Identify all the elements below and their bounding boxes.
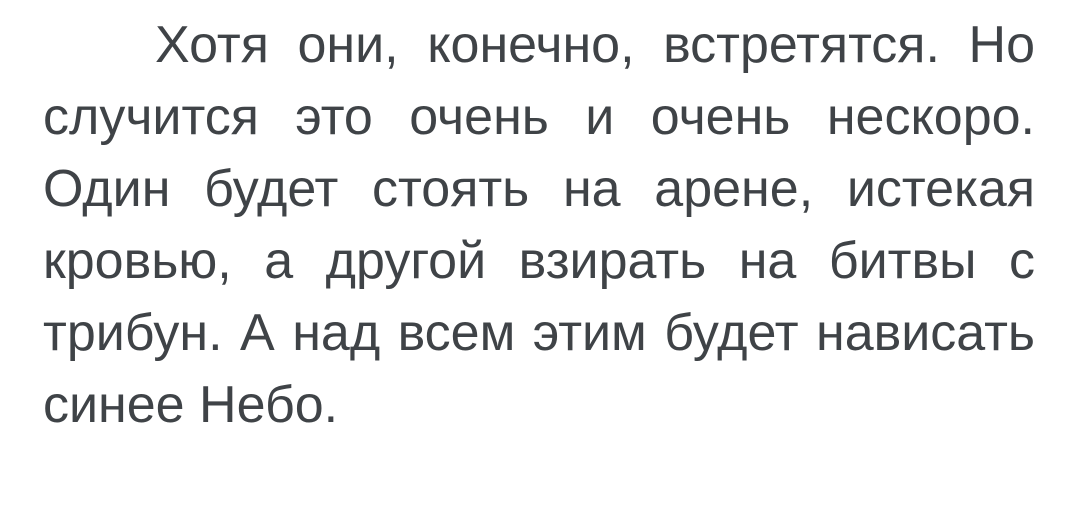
paragraph-text: Хотя они, конечно, встретятся. Но случится это очень и очень нескоро. Один будет стоять на арене, истекая кровью, а другой взирать на битвы с трибун. А над всем этим будет нависать синее Небо. <box>43 16 1035 434</box>
